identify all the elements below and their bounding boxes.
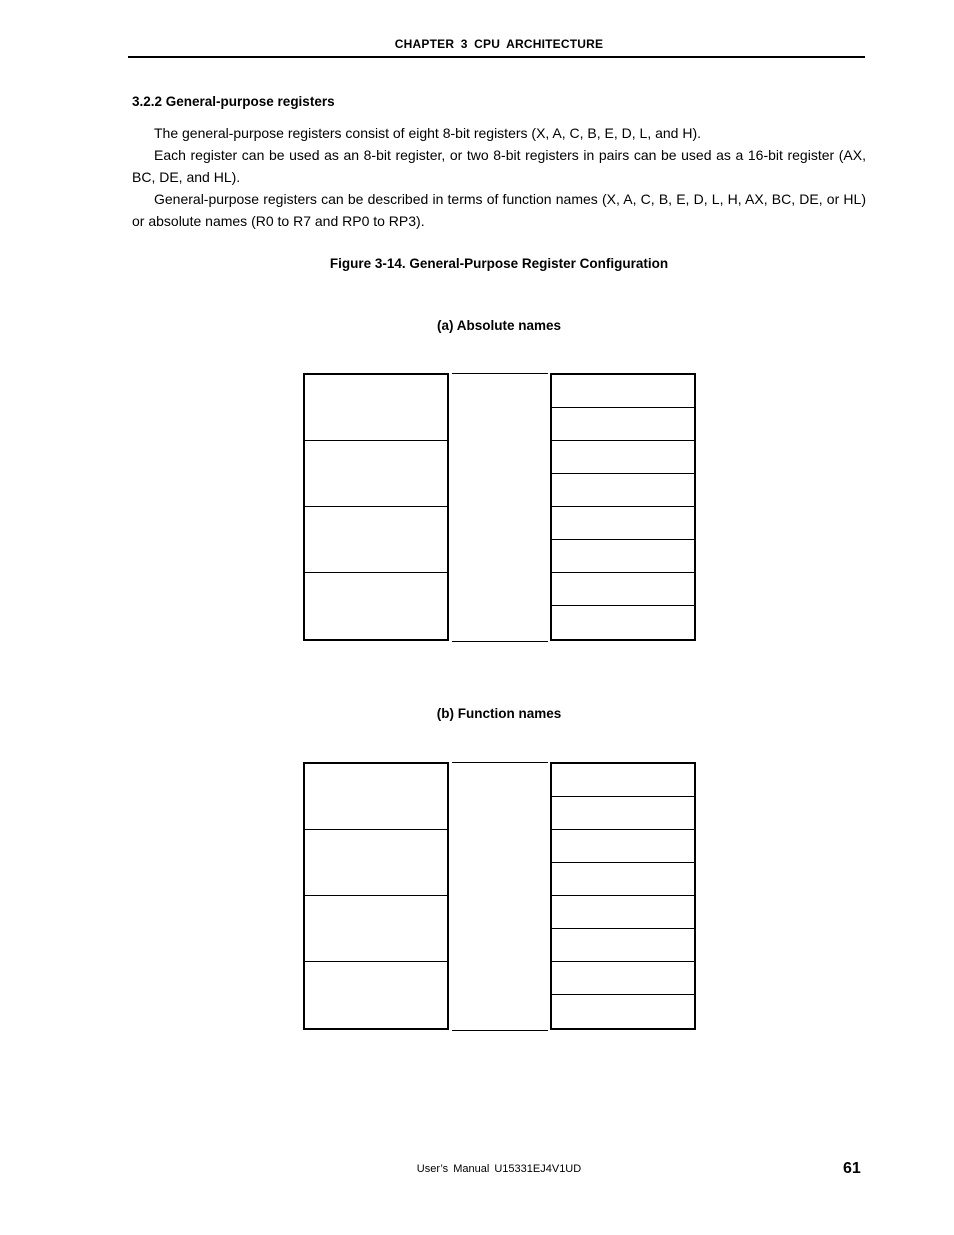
header-rule [128, 56, 865, 58]
register-cell [552, 441, 694, 474]
register-cell [552, 830, 694, 863]
register-cell [552, 606, 694, 639]
register-pair-cell [305, 375, 447, 441]
section-heading: 3.2.2 General-purpose registers [132, 94, 335, 109]
register-cell [552, 797, 694, 830]
register-cell [552, 507, 694, 540]
register-cell [552, 896, 694, 929]
chapter-header: CHAPTER 3 CPU ARCHITECTURE [394, 37, 604, 51]
register-cell [552, 764, 694, 797]
register-column-b [550, 762, 696, 1030]
footer-manual-id: User’s Manual U15331EJ4V1UD [416, 1163, 582, 1175]
register-cell [552, 375, 694, 408]
diagram-a-title: (a) Absolute names [436, 318, 562, 333]
register-spacer-a [452, 373, 548, 642]
register-pair-cell [305, 507, 447, 573]
register-spacer-b [452, 762, 548, 1031]
register-cell [552, 962, 694, 995]
register-pair-column-a [303, 373, 449, 641]
register-column-a [550, 373, 696, 641]
register-cell [552, 408, 694, 441]
register-cell [552, 995, 694, 1028]
register-pair-cell [305, 896, 447, 962]
register-cell [552, 573, 694, 606]
register-pair-column-b [303, 762, 449, 1030]
register-pair-cell [305, 962, 447, 1028]
diagram-b-title: (b) Function names [436, 706, 562, 721]
paragraph: The general-purpose registers consist of eight 8-bit registers (X, A, C, B, E, D, L, and H). [154, 125, 702, 141]
paragraph: Each register can be used as an 8-bit register, or two 8-bit registers in pairs can be used as a 16-bit register (AX, BC, DE, and HL). [132, 147, 866, 185]
register-cell [552, 863, 694, 896]
register-cell [552, 474, 694, 507]
figure-title: Figure 3-14. General-Purpose Register Configuration [329, 256, 669, 271]
register-pair-cell [305, 441, 447, 507]
register-pair-cell [305, 573, 447, 639]
paragraph: General-purpose registers can be described in terms of function names (X, A, C, B, E, D, L, H, AX, BC, DE, or HL) or absolute names (R0 to R7 and RP0 to RP3). [132, 191, 866, 229]
register-cell [552, 540, 694, 573]
register-pair-cell [305, 830, 447, 896]
page-number: 61 [843, 1160, 861, 1177]
register-pair-cell [305, 764, 447, 830]
body-text [132, 122, 866, 232]
register-cell [552, 929, 694, 962]
